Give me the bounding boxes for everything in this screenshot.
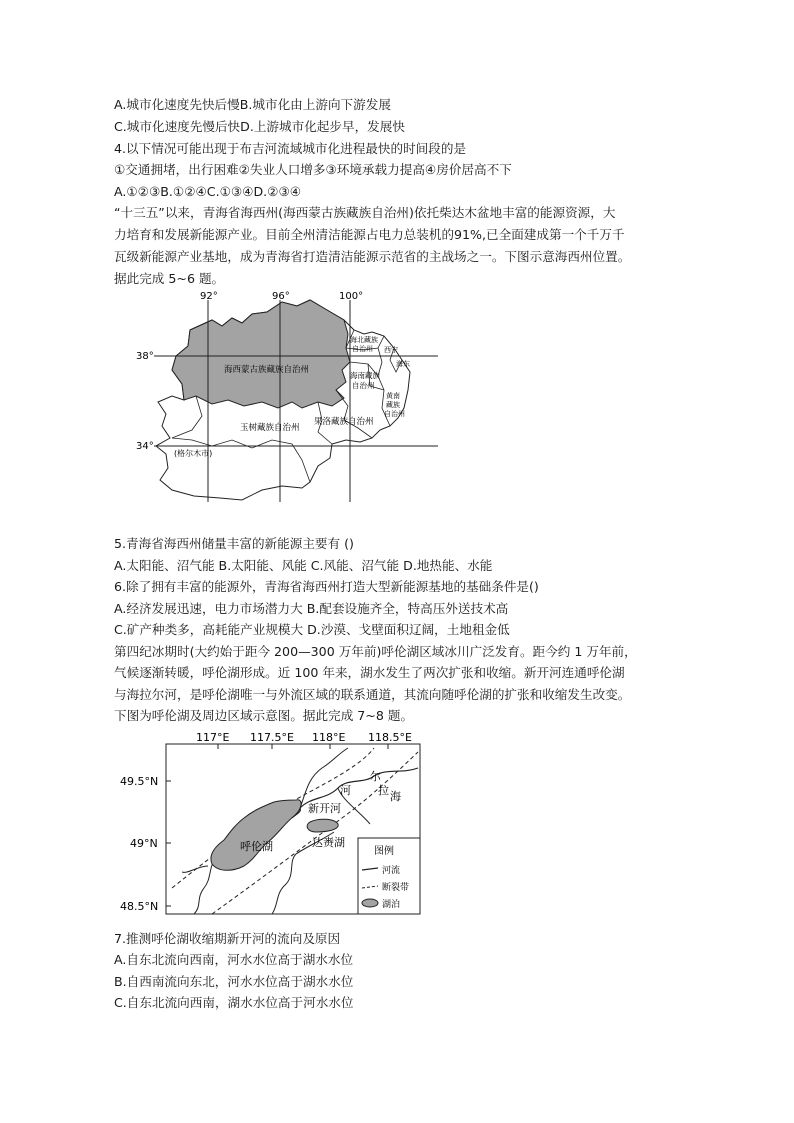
label-xinkai-river: 新开河 xyxy=(308,802,341,815)
lat-label-48-5: 48.5°N xyxy=(120,900,159,913)
label-huangnan-3: 自治州 xyxy=(384,410,405,418)
label-river-la: 拉 xyxy=(378,784,389,797)
question-4: 4.以下情况可能出现于布吉河流域城市化进程最快的时间段的是 xyxy=(114,141,467,156)
small-lake xyxy=(307,819,338,832)
hulun-lake-map xyxy=(112,728,426,918)
label-huangnan-1: 黄南 xyxy=(386,392,400,400)
question-7-option-b: B.自西南流向东北，河水水位高于湖水水位 xyxy=(114,974,354,989)
passage-2-line-3: 与海拉尔河，是呼伦湖唯一与外流区域的联系通道，其流向随呼伦湖的扩张和收缩发生改变。 xyxy=(114,687,631,702)
question-7: 7.推测呼伦湖收缩期新开河的流向及原因 xyxy=(114,931,341,946)
passage-1-line-3: 瓦级新能源产业基地，成为青海省打造清洁能源示范省的主战场之一。下图示意海西州位置。 xyxy=(114,249,631,264)
option-line-3b: C.城市化速度先慢后快D.上游城市化起步早，发展快 xyxy=(114,119,405,134)
legend-river-label: 河流 xyxy=(382,866,401,876)
label-haidong: 海东 xyxy=(396,360,410,368)
legend-title: 图例 xyxy=(374,846,394,857)
legend-lake-label: 湖泊 xyxy=(382,900,401,910)
question-7-option-c: C.自东北流向西南，湖水水位高于河水水位 xyxy=(114,995,354,1010)
question-6-options-cd: C.矿产种类多，高耗能产业规模大 D.沙漠、戈壁面积辽阔，土地租金低 xyxy=(114,622,510,637)
label-hainan-1: 海南藏族 xyxy=(350,371,380,380)
lon-label-96: 96° xyxy=(272,291,290,302)
label-hulun-lake: 呼伦湖 xyxy=(240,840,273,853)
lon-label-117: 117°E xyxy=(196,731,230,744)
label-huangnan-2: 藏族 xyxy=(386,401,400,409)
lat-label-49-5: 49.5°N xyxy=(120,775,159,788)
label-river-hai: 海 xyxy=(390,790,401,803)
label-dalai-lake: 达赉湖 xyxy=(312,836,345,849)
question-4-options: A.①②③B.①②④C.①③④D.②③④ xyxy=(114,184,302,199)
passage-1-line-1: “十三五”以来，青海省海西州(海西蒙古族藏族自治州)依托柴达木盆地丰富的能源资源，大 xyxy=(114,205,616,220)
label-geermu: (格尔木市) xyxy=(174,449,213,458)
label-xining: 西宁 xyxy=(384,346,398,354)
question-6: 6.除了拥有丰富的能源外，青海省海西州打造大型新能源基地的基础条件是() xyxy=(114,579,539,594)
question-5-options: A.太阳能、沼气能 B.太阳能、风能 C.风能、沼气能 D.地热能、水能 xyxy=(114,558,493,573)
passage-1-line-4: 据此完成 5~6 题。 xyxy=(114,271,225,286)
label-haibei-2: 自治州 xyxy=(352,345,373,353)
legend-lake-symbol xyxy=(362,899,378,907)
label-guoluo: 果洛藏族自治州 xyxy=(314,417,374,427)
passage-1-line-2: 力培育和发展新能源产业。目前全州清洁能源占电力总装机的91%,已全面建成第一个千万千 xyxy=(114,227,625,242)
lat-label-38: 38° xyxy=(136,351,154,362)
passage-2-line-1: 第四纪冰期时(大约始于距今 200—300 万年前)呼伦湖区域冰川广泛发育。距今约 1 万年前， xyxy=(114,644,637,659)
legend-fault-label: 断裂带 xyxy=(382,883,410,893)
lat-label-49: 49°N xyxy=(130,837,158,850)
lon-label-100: 100° xyxy=(339,291,364,302)
label-river-he: 河 xyxy=(340,784,351,797)
question-5: 5.青海省海西州储量丰富的新能源主要有 () xyxy=(114,536,354,551)
question-6-options-ab: A.经济发展迅速，电力市场潜力大 B.配套设施齐全，特高压外送技术高 xyxy=(114,601,509,616)
label-yushu: 玉树藏族自治州 xyxy=(240,423,300,433)
label-haibei-1: 海北藏族 xyxy=(350,336,378,344)
lon-label-118-5: 118.5°E xyxy=(368,731,412,744)
lat-label-34: 34° xyxy=(136,441,154,452)
qinghai-map xyxy=(132,290,442,515)
passage-2-line-4: 下图为呼伦湖及周边区域示意图。据此完成 7~8 题。 xyxy=(114,708,414,723)
question-4-items: ①交通拥堵，出行困难②失业人口增多③环境承载力提高④房价居高不下 xyxy=(114,162,512,177)
label-haixi: 海西蒙古族藏族自治州 xyxy=(224,365,310,375)
haixi-region xyxy=(172,300,350,408)
question-7-option-a: A.自东北流向西南，河水水位高于湖水水位 xyxy=(114,952,354,967)
lon-label-118: 118°E xyxy=(312,731,346,744)
label-hainan-2: 自治州 xyxy=(352,381,375,390)
lon-label-117-5: 117.5°E xyxy=(250,731,294,744)
label-river-er: 尔 xyxy=(370,770,381,783)
option-line-3a: A.城市化速度先快后慢B.城市化由上游向下游发展 xyxy=(114,97,391,112)
passage-2-line-2: 气候逐渐转暖，呼伦湖形成。近 100 年来，湖水发生了两次扩张和收缩。新开河连通呼伦湖 xyxy=(114,665,625,680)
lon-label-92: 92° xyxy=(200,291,218,302)
